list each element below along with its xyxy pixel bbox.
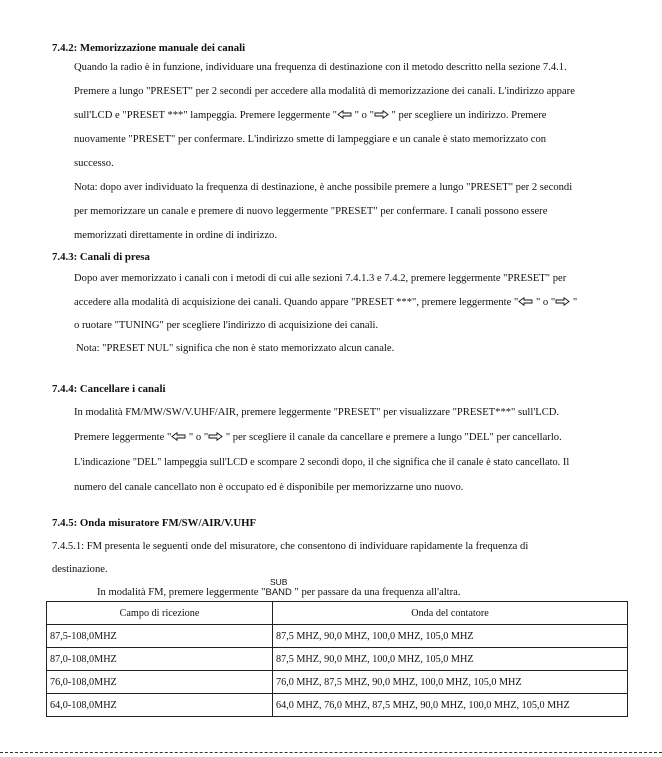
- table-cell: 87,0-108,0MHZ: [47, 648, 273, 671]
- table-row: [47, 648, 628, 671]
- left-arrow-icon: [518, 297, 533, 306]
- column-header: Onda del contatore: [273, 602, 628, 625]
- left-arrow-icon: [337, 110, 352, 119]
- paragraph-line: In modalità FM/MW/SW/V.UHF/AIR, premere leggermente "PRESET" per visualizzare "PRESET***" sull'LCD.: [74, 407, 560, 418]
- column-header: Campo di ricezione: [47, 602, 273, 625]
- meter-wave-table: [46, 601, 628, 717]
- table-cell: 76,0 MHZ, 87,5 MHZ, 90,0 MHZ, 100,0 MHZ, 105,0 MHZ: [273, 671, 628, 694]
- paragraph-line: successo.: [74, 158, 114, 169]
- paragraph-line: Dopo aver memorizzato i canali con i metodi di cui alle sezioni 7.4.1.3 e 7.4.2, premere leggermente "PRESET" per: [74, 273, 567, 284]
- table-cell: 87,5-108,0MHZ: [47, 625, 273, 648]
- paragraph-line: sull'LCD e "PRESET ***" lampeggia. Premere leggermente " " o " " per scegliere un indirizzo. Premere: [74, 110, 547, 121]
- paragraph-line: Premere a lungo "PRESET" per 2 secondi per accedere alla modalità di memorizzazione dei canali. L'indirizzo appare: [74, 86, 575, 97]
- section-heading-745: 7.4.5: Onda misuratore FM/SW/AIR/V.UHF: [52, 517, 257, 529]
- table-row: [47, 694, 628, 717]
- paragraph-line: In modalità FM, premere leggermente " SUB BAND " per passare da una frequenza all'altra.: [97, 577, 461, 598]
- note-line: per memorizzare un canale e premere di nuovo leggermente "PRESET" per confermare. I canali possono essere: [74, 206, 548, 217]
- table-cell: 87,5 MHZ, 90,0 MHZ, 100,0 MHZ, 105,0 MHZ: [273, 648, 628, 671]
- paragraph-line: o ruotare "TUNING" per scegliere l'indirizzo di acquisizione dei canali.: [74, 320, 379, 331]
- section-heading-743: 7.4.3: Canali di presa: [52, 251, 150, 263]
- paragraph-line: accedere alla modalità di acquisizione dei canali. Quando appare "PRESET ***", premere leggermente " " o " ": [74, 297, 578, 308]
- table-row: [47, 671, 628, 694]
- paragraph-line: Quando la radio è in funzione, individuare una frequenza di destinazione con il metodo descritto nella sezione 7.4.1.: [74, 62, 567, 73]
- table-cell: 76,0-108,0MHZ: [47, 671, 273, 694]
- paragraph-line: L'indicazione "DEL" lampeggia sull'LCD e scompare 2 secondi dopo, il che significa che il canale è stato cancellato. Il: [74, 457, 570, 468]
- note-line: memorizzati direttamente in ordine di indirizzo.: [74, 230, 277, 241]
- section-heading-742: 7.4.2: Memorizzazione manuale dei canali: [52, 42, 246, 54]
- table-cell: 64,0 MHZ, 76,0 MHZ, 87,5 MHZ, 90,0 MHZ, 100,0 MHZ, 105,0 MHZ: [273, 694, 628, 717]
- paragraph-line: Premere leggermente " " o " " per scegliere il canale da cancellare e premere a lungo "DEL" per cancellarlo.: [74, 432, 562, 443]
- paragraph-line: nuovamente "PRESET" per confermare. L'indirizzo smette di lampeggiare e un canale è stato memorizzato con: [74, 134, 547, 145]
- sub-band-key: SUB BAND: [265, 577, 292, 598]
- section-heading-744: 7.4.4: Cancellare i canali: [52, 383, 166, 395]
- page-bottom-divider: [0, 752, 662, 753]
- table-cell: 87,5 MHZ, 90,0 MHZ, 100,0 MHZ, 105,0 MHZ: [273, 625, 628, 648]
- paragraph-line: numero del canale cancellato non è occupato ed è disponibile per memorizzarne uno nuovo.: [74, 482, 464, 493]
- right-arrow-icon: [208, 432, 223, 441]
- note-line: Nota: dopo aver individuato la frequenza di destinazione, è anche possibile premere a lungo "PRESET" per 2 secondi: [74, 182, 573, 193]
- table-cell: 64,0-108,0MHZ: [47, 694, 273, 717]
- right-arrow-icon: [374, 110, 389, 119]
- right-arrow-icon: [555, 297, 570, 306]
- table-row: [47, 625, 628, 648]
- left-arrow-icon: [171, 432, 186, 441]
- paragraph-line: 7.4.5.1: FM presenta le seguenti onde del misuratore, che consentono di individuare rapidamente la frequenza di: [52, 541, 529, 552]
- note-line: Nota: "PRESET NUL" significa che non è stato memorizzato alcun canale.: [76, 343, 395, 354]
- paragraph-line: destinazione.: [52, 564, 108, 575]
- table-header-row: [47, 602, 628, 625]
